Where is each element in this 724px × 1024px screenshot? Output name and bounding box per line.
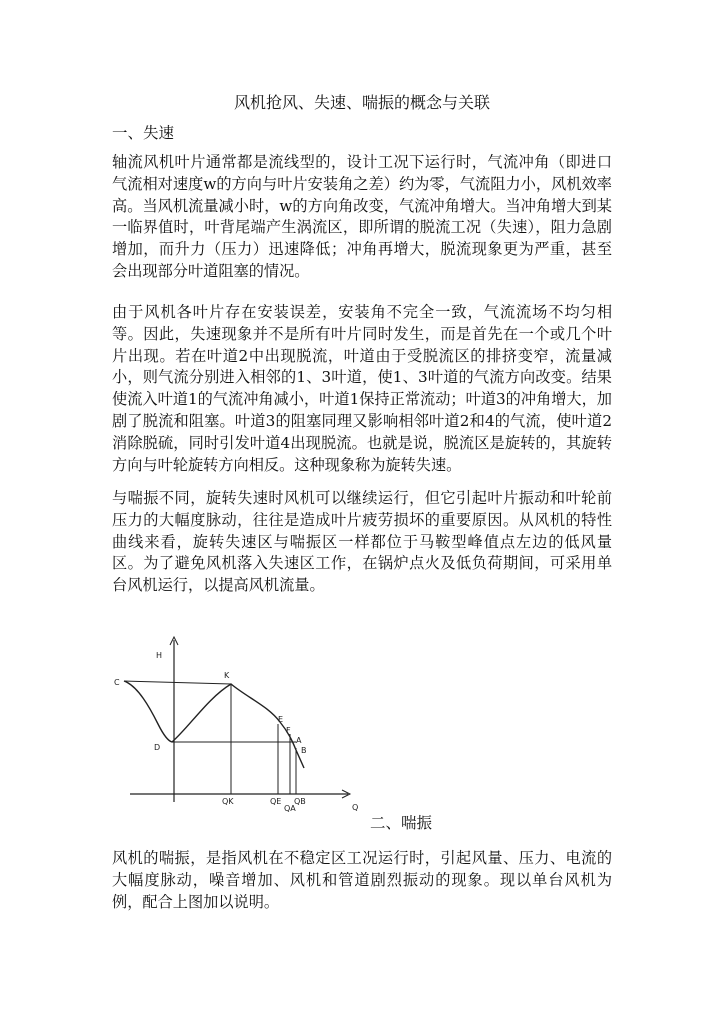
y-axis-label: H: [156, 651, 163, 660]
x-tick-qe: QE: [270, 797, 282, 806]
paragraph-stall-definition: 轴流风机叶片通常都是流线型的，设计工况下运行时，气流冲角（即进口气流相对速度w的方向与叶片安装角之差）约为零，气流阻力小，风机效率高。当风机流量减小时，w的方向角改变，气流冲角增大。当冲角增大到某一临界值时，叶背尾端产生涡流区，即所谓的脱流工况（失速），阻力急剧增加，而升力（压力）迅速降低；冲角再增大，脱流现象更为严重，甚至会出现部分叶道阻塞的情况。: [112, 153, 612, 280]
document-title: 风机抢风、失速、喘振的概念与关联: [233, 93, 490, 112]
characteristic-curve: [124, 681, 304, 768]
point-label-f: F: [286, 726, 291, 735]
paragraph-rotating-stall: 由于风机各叶片存在安装误差，安装角不完全一致，气流流场不均匀相等。因此，失速现象并不是所有叶片同时发生，而是首先在一个或几个叶片出现。若在叶道2中出现脱流，叶道由于受脱流区的排挤变窄，流量减小，则气流分别进入相邻的1、3叶道，使1、3叶道的气流方向改变。结果使流入叶道1的气流冲角减小，叶道1保持正常流动；叶道3的冲角增大，加剧了脱流和阻塞。叶道3的阻塞同理又影响相邻叶道2和4的气流，使叶道2消除脱硫，同时引发叶道4出现脱流。也就是说，脱流区是旋转的，其旋转方向与叶轮旋转方向相反。这种现象称为旋转失速。: [112, 303, 612, 474]
section-heading-stall: 一、失速: [112, 124, 175, 142]
x-tick-qa: QA: [284, 804, 296, 813]
point-label-c: C: [114, 678, 120, 687]
paragraph-stall-vs-surge: 与喘振不同，旋转失速时风机可以继续运行，但它引起叶片振动和叶轮前压力的大幅度脉动，往往是造成叶片疲劳损坏的重要原因。从风机的特性曲线来看，旋转失速区与喘振区一样都位于马鞍型峰值点左边的低风量区。为了避免风机落入失速区工作，在锅炉点火及低负荷期间，可采用单台风机运行，以提高风机流量。: [112, 489, 612, 595]
point-label-b: B: [301, 746, 307, 755]
x-axis-label: Q: [352, 803, 359, 812]
point-label-d: D: [154, 743, 161, 752]
section-heading-surge: 二、喘振: [370, 814, 433, 832]
point-label-e: E: [278, 715, 284, 724]
line-c-k: [124, 681, 231, 684]
fan-characteristic-diagram: [108, 628, 368, 818]
point-label-k: K: [224, 671, 230, 680]
x-tick-qb: QB: [294, 797, 306, 806]
point-label-a: A: [296, 736, 302, 745]
x-tick-qk: QK: [222, 797, 234, 806]
paragraph-surge-definition: 风机的喘振，是指风机在不稳定区工况运行时，引起风量、压力、电流的大幅度脉动，噪音增加、风机和管道剧烈振动的现象。现以单台风机为例，配合上图加以说明。: [112, 849, 612, 911]
